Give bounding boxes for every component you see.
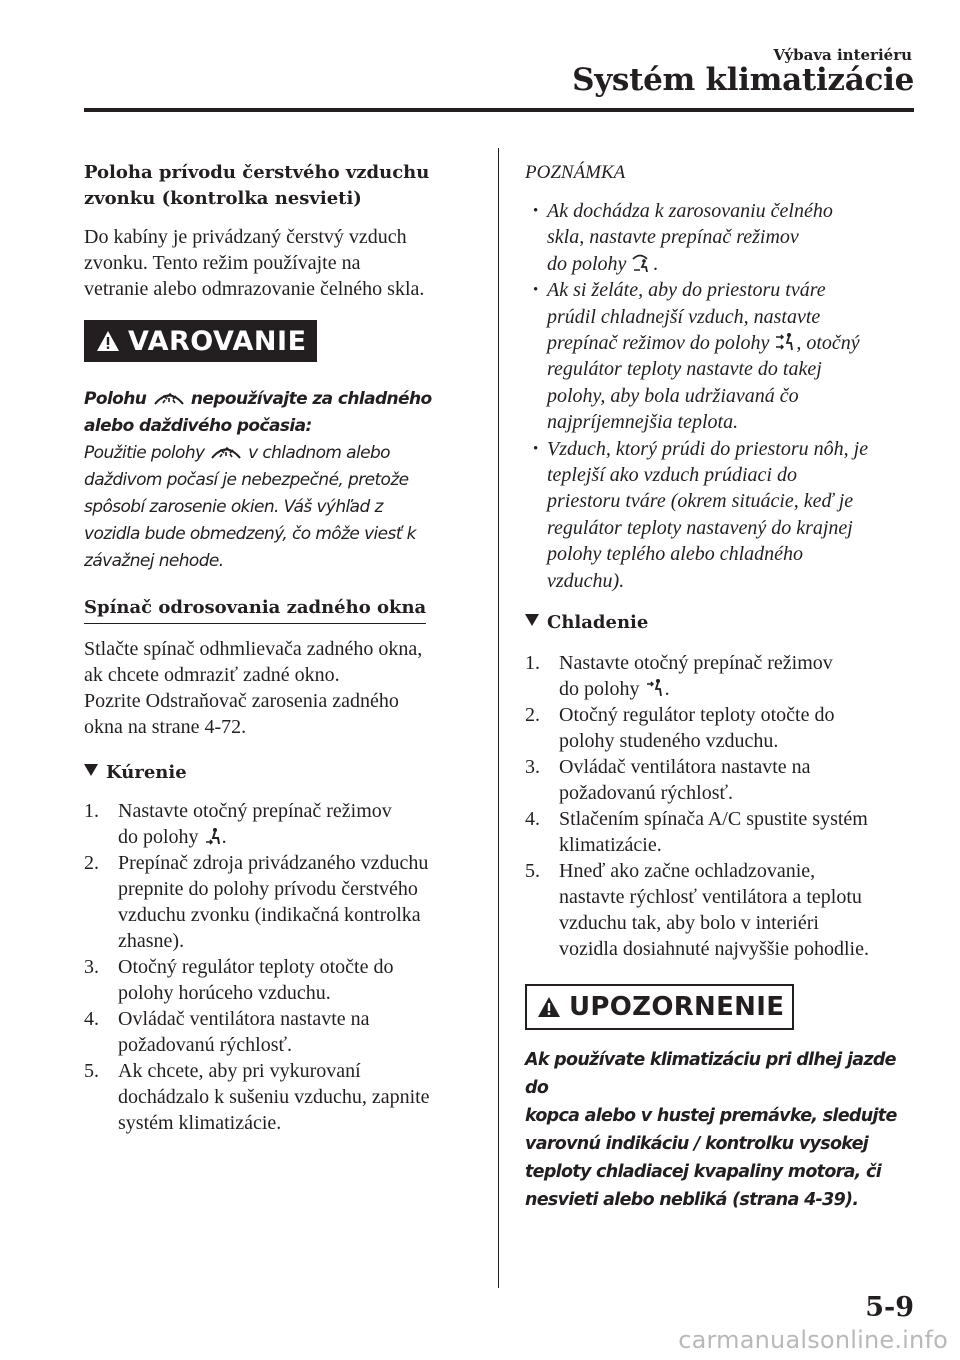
list-item xyxy=(84,954,476,1006)
step-number: 1. xyxy=(84,800,99,822)
text-line: vzduchu zvonku (indikačná kontrolka xyxy=(118,904,421,926)
text-fragment: Polohu xyxy=(84,389,147,409)
triangle-bullet-icon xyxy=(525,614,539,626)
text-line: do polohy xyxy=(559,678,640,701)
heading-heating-text: Kúrenie xyxy=(106,762,187,783)
list-item xyxy=(84,850,476,954)
text-line: Vzduch, ktorý prúdi do priestoru nôh, je xyxy=(547,437,869,460)
paragraph-rear-defroster xyxy=(84,636,476,740)
heading-fresh-air xyxy=(84,160,476,212)
watermark: carmanualsonline.info xyxy=(678,1326,948,1354)
list-item xyxy=(525,858,915,962)
text-line: spôsobí zarosenie okien. Váš výhľad z xyxy=(84,497,383,517)
text-line: Stlačením spínača A/C spustite systém xyxy=(559,808,868,831)
windshield-defrost-icon xyxy=(152,389,186,407)
text-line: Otočný regulátor teploty otočte do xyxy=(118,956,394,978)
step-number: 3. xyxy=(525,756,540,779)
paragraph-fresh-air xyxy=(84,224,476,302)
text-line: prepínač režimov do polohy xyxy=(547,332,770,355)
text-line: nastavte rýchlosť ventilátora a teplotu xyxy=(559,886,862,909)
warning-badge xyxy=(84,320,317,362)
text-line: vzduchu tak, aby bolo v interiéri xyxy=(559,912,819,935)
step-number: 1. xyxy=(525,652,540,675)
step-number: 2. xyxy=(84,852,99,874)
text-line: polohy studeného vzduchu. xyxy=(559,730,779,753)
heading-cooling-text: Chladenie xyxy=(547,612,649,634)
list-item xyxy=(84,1006,476,1058)
text-line: zvonku. Tento režim používajte na xyxy=(84,252,361,274)
header-section: Výbava interiéru xyxy=(773,46,912,64)
floor-defrost-icon xyxy=(631,253,653,273)
bilevel-vent-icon xyxy=(774,332,796,352)
text-line: Ak si želáte, aby do priestoru tváre xyxy=(547,279,826,302)
list-item xyxy=(525,702,915,754)
warning-body xyxy=(84,440,476,575)
text-line: Hneď ako začne ochladzovanie, xyxy=(559,860,816,883)
text-line: Nastavte otočný prepínač režimov xyxy=(118,800,392,822)
text-fragment: v chladnom alebo xyxy=(248,443,390,463)
text-line: klimatizácie. xyxy=(559,834,662,857)
text-line: priestoru tváre (okrem situácie, keď je xyxy=(547,490,854,513)
list-item xyxy=(525,277,915,435)
text-fragment: , otočný xyxy=(796,332,860,355)
text-line: Do kabíny je privádzaný čerstvý vzduch xyxy=(84,226,407,248)
text-line: Stlačte spínač odhmlievača zadného okna, xyxy=(84,638,423,660)
right-column xyxy=(525,160,915,1214)
heading-rear-text: Spínač odrosovania zadného okna xyxy=(84,595,426,624)
text-line: vzduchu). xyxy=(547,569,625,592)
text-line: systém klimatizácie. xyxy=(118,1112,282,1134)
list-item: • Ak dochádza k zarosovaniu čelného skla, nastavte prepínač režimov do polohy . xyxy=(525,198,915,277)
text-line: prepnite do polohy prívodu čerstvého xyxy=(118,878,418,900)
text-line: prúdil chladnejší vzduch, nastavte xyxy=(547,305,821,328)
heading-fresh-line-2: zvonku (kontrolka nesvieti) xyxy=(84,188,362,209)
text-fragment: nepoužívajte za chladného xyxy=(190,389,432,409)
text-line: polohy, aby bola udržiavaná čo xyxy=(547,384,799,407)
text-line: závažnej nehode. xyxy=(84,551,224,571)
column-divider xyxy=(498,148,499,1288)
list-item xyxy=(525,754,915,806)
text-line: regulátor teploty nastavte do takej xyxy=(547,358,822,381)
text-line: požadovanú rýchlosť. xyxy=(559,782,734,805)
left-column xyxy=(84,160,476,1136)
step-number: 4. xyxy=(84,1008,99,1030)
step-number: 5. xyxy=(525,860,540,883)
heading-rear-defroster xyxy=(84,595,476,624)
text-line: Otočný regulátor teploty otočte do xyxy=(559,704,835,727)
warning-triangle-icon xyxy=(96,330,120,352)
warning-heading xyxy=(84,386,476,440)
step-number: 5. xyxy=(84,1060,99,1082)
text-line: Nastavte otočný prepínač režimov xyxy=(559,652,833,675)
text-line: Ak používate klimatizáciu pri dlhej jazde do xyxy=(525,1050,896,1099)
windshield-defrost-icon xyxy=(209,443,243,461)
step-number: 4. xyxy=(525,808,540,831)
caution-badge xyxy=(525,984,794,1030)
text-line: Pozrite Odstraňovač zarosenia zadného xyxy=(84,690,399,712)
text-line: najpríjemnejšia teplota. xyxy=(547,411,739,434)
list-item: 1. Nastavte otočný prepínač režimov do polohy . xyxy=(525,652,833,701)
text-line: požadovanú rýchlosť. xyxy=(118,1034,293,1056)
heading-heating xyxy=(84,760,476,786)
list-item xyxy=(84,1058,476,1136)
text-line: Ovládač ventilátora nastavte na xyxy=(559,756,811,779)
text-line: polohy horúceho vzduchu. xyxy=(118,982,331,1004)
page-number: 5-9 xyxy=(865,1292,914,1323)
note-list xyxy=(525,198,915,594)
header-rule xyxy=(84,108,914,112)
page-title: Systém klimatizácie xyxy=(572,62,914,98)
text-line: Ak chcete, aby pri vykurovaní xyxy=(118,1060,361,1082)
caution-label: UPOZORNENIE xyxy=(569,992,785,1023)
warning-triangle-icon xyxy=(537,996,561,1018)
text-line: regulátor teploty nastavený do krajnej xyxy=(547,516,853,539)
text-line: kopca alebo v hustej premávke, sledujte xyxy=(525,1106,897,1127)
caution-body xyxy=(525,1046,915,1214)
text-line: teploty chladiacej kvapaliny motora, či xyxy=(525,1162,881,1183)
text-line: Prepínač zdroja privádzaného vzduchu xyxy=(118,852,429,874)
cooling-steps xyxy=(525,650,915,962)
text-line: zhasne). xyxy=(118,930,185,952)
list-item xyxy=(525,806,915,858)
text-line: Ovládač ventilátora nastavte na xyxy=(118,1008,370,1030)
text-line: do polohy xyxy=(547,252,627,275)
face-vent-icon xyxy=(645,678,665,698)
warning-label: VAROVANIE xyxy=(128,325,307,357)
text-line: Ak dochádza k zarosovaniu čelného xyxy=(547,200,833,222)
text-fragment: Použitie polohy xyxy=(84,443,205,463)
note-heading: POZNÁMKA xyxy=(525,162,626,183)
text-line: dochádzalo k sušeniu vzduchu, zapnite xyxy=(118,1086,430,1108)
text-fragment: alebo daždivého počasia: xyxy=(84,416,312,436)
heading-cooling xyxy=(525,610,915,636)
text-line: varovnú indikáciu / kontrolku vysokej xyxy=(525,1134,869,1155)
text-line: vetranie alebo odmrazovanie čelného skla. xyxy=(84,278,425,300)
text-line: vozidla dosiahnuté najvyššie pohodlie. xyxy=(559,938,869,961)
text-line: nesvieti alebo nebliká (strana 4-39). xyxy=(525,1190,859,1211)
text-line: teplejší ako vzduch prúdiaci do xyxy=(547,464,797,487)
list-item: 1. Nastavte otočný prepínač režimov do polohy . xyxy=(84,800,392,848)
text-line: ak chcete odmraziť zadné okno. xyxy=(84,664,340,686)
text-line: okna na strane 4-72. xyxy=(84,716,247,738)
step-number: 2. xyxy=(525,704,540,727)
text-line: vozidla bude obmedzený, čo môže viesť k xyxy=(84,524,416,544)
text-line: polohy teplého alebo chladného xyxy=(547,543,804,566)
text-line: daždivom počasí je nebezpečné, pretože xyxy=(84,470,409,490)
step-number: 3. xyxy=(84,956,99,978)
triangle-bullet-icon xyxy=(84,764,98,776)
text-line: skla, nastavte prepínač režimov xyxy=(547,226,799,249)
list-item xyxy=(525,436,915,594)
heating-steps xyxy=(84,798,476,1136)
heading-fresh-line-1: Poloha prívodu čerstvého vzduchu xyxy=(84,162,430,183)
text-line: do polohy xyxy=(118,826,199,848)
floor-vent-icon xyxy=(204,826,222,846)
